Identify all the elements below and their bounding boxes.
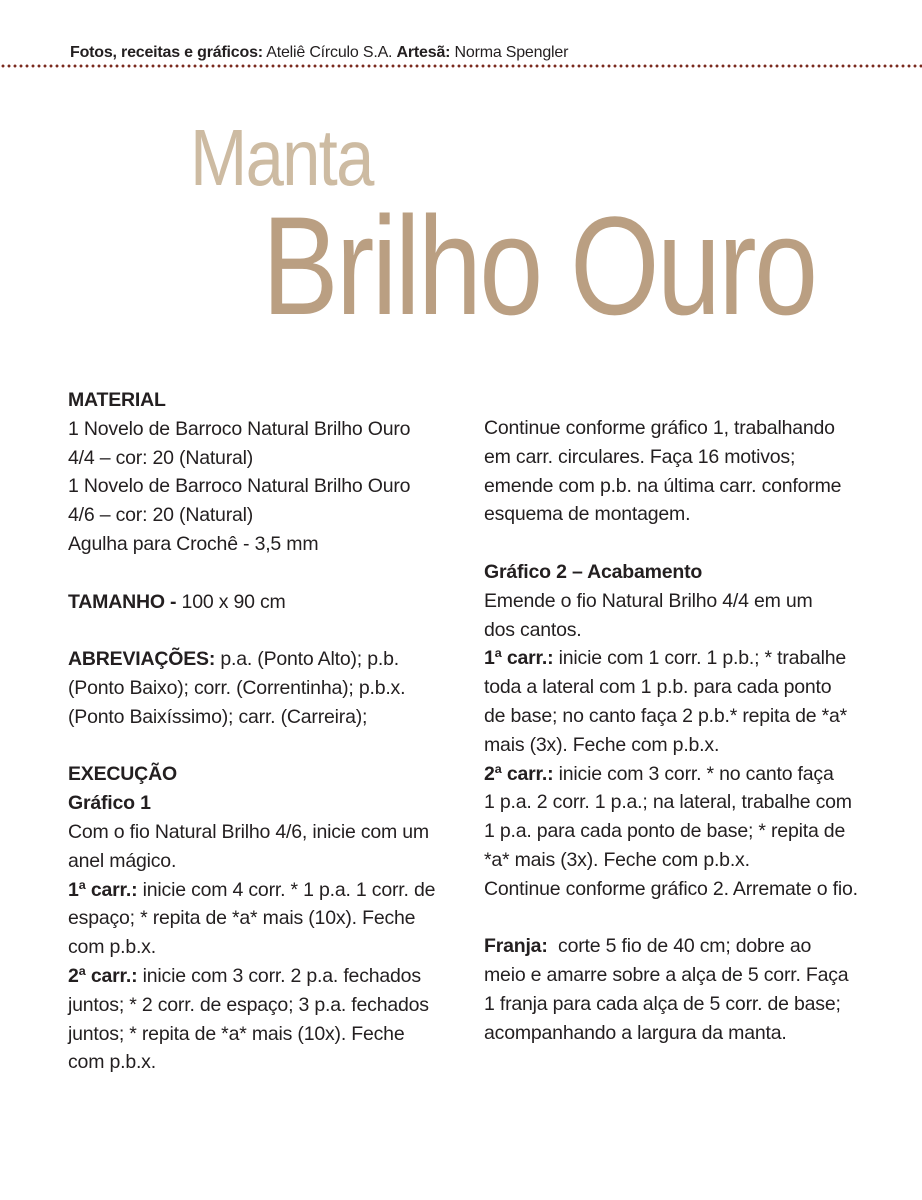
carr1-label: 1ª carr.: (68, 878, 138, 901)
grafico2-line: Emende o fio Natural Brilho 4/4 em um (484, 589, 813, 612)
carr2-line: 1 p.a. 2 corr. 1 p.a.; na lateral, trabalhe com (484, 791, 852, 814)
left-column (68, 386, 448, 1077)
dotted-divider (0, 64, 922, 68)
abreviacoes-text: p.a. (Ponto Alto); p.b. (215, 648, 399, 671)
intro-line: Continue conforme gráfico 1, trabalhando (484, 417, 835, 439)
carr2-text: inicie com 3 corr. 2 p.a. fechados (137, 964, 421, 987)
grafico2-heading: Gráfico 2 – Acabamento (484, 560, 703, 583)
carr1-line: com p.b.x. (68, 936, 156, 959)
intro-line: esquema de montagem. (484, 503, 691, 526)
carr2-line: *a* mais (3x). Feche com p.b.x. (484, 848, 750, 871)
carr2-line (484, 760, 864, 789)
carr2-line (68, 962, 448, 991)
carr1-line (68, 876, 448, 905)
intro-line: emende com p.b. na última carr. conforme (484, 474, 842, 497)
carr2-label: 2ª carr.: (68, 964, 138, 987)
carr2-label: 2ª carr.: (484, 762, 554, 785)
grafico1-heading: Gráfico 1 (68, 792, 151, 815)
intro-line: em carr. circulares. Faça 16 motivos; (484, 445, 796, 468)
artisan-value: Norma Spengler (450, 44, 569, 61)
carr2-line: juntos; * repita de *a* mais (10x). Feche (68, 1022, 405, 1045)
abreviacoes-line (68, 645, 448, 674)
material-heading: MATERIAL (68, 389, 166, 411)
abreviacoes-line: (Ponto Baixo); corr. (Correntinha); p.b.x. (68, 676, 406, 699)
carr2-line: com p.b.x. (68, 1051, 156, 1074)
right-column (484, 414, 864, 1048)
tamanho-label: TAMANHO - (68, 590, 182, 613)
carr2-line: 1 p.a. para cada ponto de base; * repita de (484, 820, 846, 843)
credits-label: Fotos, receitas e gráficos: (70, 44, 263, 61)
franja-line: acompanhando a largura da manta. (484, 1021, 787, 1044)
carr1-line (484, 644, 864, 673)
execucao-heading: EXECUÇÃO (68, 763, 177, 786)
carr2-text: inicie com 3 corr. * no canto faça (553, 762, 834, 785)
credits-value: Ateliê Círculo S.A. (262, 44, 397, 61)
material-line: 4/6 – cor: 20 (Natural) (68, 504, 254, 527)
artisan-label: Artesã: (396, 44, 451, 61)
material-line: 1 Novelo de Barroco Natural Brilho Ouro (68, 417, 411, 440)
credits-line (70, 44, 568, 62)
tamanho-value: 100 x 90 cm (181, 590, 286, 613)
grafico1-line: Com o fio Natural Brilho 4/6, inicie com um (68, 820, 429, 843)
material-line: Agulha para Crochê - 3,5 mm (68, 532, 319, 555)
carr1-line: de base; no canto faça 2 p.b.* repita de *a* (484, 704, 848, 727)
franja-line: meio e amarre sobre a alça de 5 corr. Faça (484, 964, 849, 987)
abreviacoes-label: ABREVIAÇÕES: (68, 648, 216, 671)
carr1-line: toda a lateral com 1 p.b. para cada ponto (484, 676, 832, 699)
franja-text: corte 5 fio de 40 cm; dobre ao (547, 935, 812, 958)
franja-line (484, 932, 864, 961)
carr1-line: espaço; * repita de *a* mais (10x). Feche (68, 907, 416, 930)
title-manta: Manta (190, 113, 373, 202)
title-brilho-ouro: Brilho Ouro (262, 187, 816, 344)
carr2-line: juntos; * 2 corr. de espaço; 3 p.a. fechados (68, 993, 429, 1016)
franja-label: Franja: (484, 935, 548, 958)
franja-line: 1 franja para cada alça de 5 corr. de base; (484, 992, 841, 1015)
material-line: 4/4 – cor: 20 (Natural) (68, 446, 254, 469)
carr1-text: inicie com 1 corr. 1 p.b.; * trabalhe (553, 647, 847, 670)
carr1-line: mais (3x). Feche com p.b.x. (484, 733, 720, 756)
carr2-line: Continue conforme gráfico 2. Arremate o fio. (484, 877, 858, 900)
carr1-label: 1ª carr.: (484, 647, 554, 670)
tamanho-line (68, 588, 448, 617)
grafico2-line: dos cantos. (484, 618, 582, 641)
material-line: 1 Novelo de Barroco Natural Brilho Ouro (68, 475, 411, 498)
carr1-text: inicie com 4 corr. * 1 p.a. 1 corr. de (137, 878, 436, 901)
grafico1-line: anel mágico. (68, 849, 177, 872)
abreviacoes-line: (Ponto Baixíssimo); carr. (Carreira); (68, 705, 368, 728)
